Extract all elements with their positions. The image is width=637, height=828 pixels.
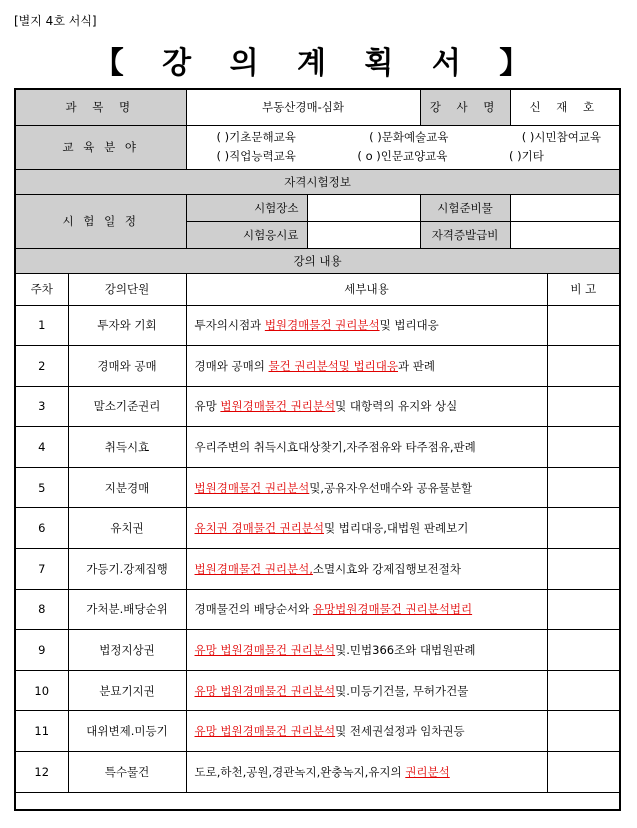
week-number: 6 bbox=[16, 508, 68, 549]
subject-name-label: 과 목 명 bbox=[16, 90, 186, 125]
detail-text-highlight: 법원경매물건 권리분석 bbox=[220, 399, 336, 414]
detail-text-post: 과 판례 bbox=[398, 358, 435, 373]
lecture-unit: 경매와 공매 bbox=[68, 346, 186, 387]
lecture-unit: 취득시효 bbox=[68, 427, 186, 468]
lecture-detail bbox=[186, 427, 547, 468]
instructor-value: 신 재 호 bbox=[510, 90, 619, 125]
detail-text-highlight: 유망 법원경매물건 권리분석 bbox=[194, 683, 336, 698]
detail-text-post: 및,공유자우선매수와 공유물분할 bbox=[309, 480, 473, 495]
week-number: 2 bbox=[16, 346, 68, 387]
lecture-note bbox=[547, 467, 619, 508]
education-field-label: 교 육 분 야 bbox=[16, 125, 186, 169]
col-header-detail: 세부내용 bbox=[186, 273, 547, 305]
education-field-options bbox=[186, 125, 619, 169]
lecture-detail bbox=[186, 467, 547, 508]
detail-text-highlight: 유치권 경매물건 권리분석 bbox=[194, 521, 325, 536]
detail-text-pre: 경매물건의 배당순서와 bbox=[194, 602, 313, 617]
detail-text-post: 및 대항력의 유지와 상실 bbox=[335, 399, 458, 414]
lecture-note bbox=[547, 346, 619, 387]
lecture-note bbox=[547, 711, 619, 752]
col-header-note: 비 고 bbox=[547, 273, 619, 305]
detail-text-highlight: 법원경매물건 권리분석 bbox=[194, 480, 310, 495]
lecture-note bbox=[547, 305, 619, 346]
lecture-unit: 말소기준권리 bbox=[68, 386, 186, 427]
lecture-row bbox=[16, 346, 619, 387]
lecture-note bbox=[547, 589, 619, 630]
week-number: 11 bbox=[16, 711, 68, 752]
certificate-fee-label: 자격증발급비 bbox=[420, 221, 510, 248]
lecture-row bbox=[16, 467, 619, 508]
lecture-unit: 가처분.배당순위 bbox=[68, 589, 186, 630]
lecture-note bbox=[547, 386, 619, 427]
lecture-plan-table bbox=[16, 90, 619, 793]
lecture-detail bbox=[186, 549, 547, 590]
lecture-detail bbox=[186, 508, 547, 549]
subject-name-value: 부동산경매-심화 bbox=[186, 90, 420, 125]
exam-fee-value bbox=[307, 221, 420, 248]
lecture-unit: 대위변제.미등기 bbox=[68, 711, 186, 752]
lecture-unit: 유치권 bbox=[68, 508, 186, 549]
lecture-row bbox=[16, 670, 619, 711]
option-humanities: ( o )인문교양교육 bbox=[357, 149, 448, 163]
detail-text-post: 소멸시효와 강제집행보전절차 bbox=[312, 561, 461, 576]
detail-text-highlight: 법원경매물건 권리분석 bbox=[264, 318, 380, 333]
instructor-label: 강 사 명 bbox=[420, 90, 510, 125]
lecture-row bbox=[16, 752, 619, 793]
detail-text-highlight: 유망 법원경매물건 권리분석 bbox=[194, 643, 336, 658]
lecture-unit: 분묘기지권 bbox=[68, 670, 186, 711]
lecture-detail bbox=[186, 386, 547, 427]
detail-text-post: 및 법리대응 bbox=[379, 318, 439, 333]
lecture-unit: 법정지상권 bbox=[68, 630, 186, 671]
lecture-detail bbox=[186, 589, 547, 630]
lecture-row bbox=[16, 305, 619, 346]
lecture-note bbox=[547, 630, 619, 671]
option-basic-literacy: ( )기초문해교육 bbox=[216, 130, 296, 144]
week-number: 12 bbox=[16, 752, 68, 793]
exam-place-value bbox=[307, 194, 420, 221]
lecture-content-section-title: 강의 내용 bbox=[16, 248, 619, 273]
lecture-note bbox=[547, 508, 619, 549]
option-vocational: ( )직업능력교육 bbox=[216, 149, 296, 163]
lecture-detail bbox=[186, 630, 547, 671]
option-civic: ( )시민참여교육 bbox=[521, 130, 602, 144]
exam-info-section-title: 자격시험정보 bbox=[16, 169, 619, 194]
col-header-week: 주차 bbox=[16, 273, 68, 305]
week-number: 1 bbox=[16, 305, 68, 346]
detail-text-pre: 경매와 공매의 bbox=[194, 358, 269, 373]
exam-place-label: 시험장소 bbox=[186, 194, 307, 221]
detail-text-post: 및 법리대응,대법원 판례보기 bbox=[324, 521, 469, 536]
detail-text-pre: 투자의시점과 bbox=[194, 318, 265, 333]
week-number: 3 bbox=[16, 386, 68, 427]
lecture-detail bbox=[186, 711, 547, 752]
week-number: 9 bbox=[16, 630, 68, 671]
lecture-unit: 투자와 기회 bbox=[68, 305, 186, 346]
lecture-detail bbox=[186, 752, 547, 793]
exam-fee-label: 시험응시료 bbox=[186, 221, 307, 248]
week-number: 8 bbox=[16, 589, 68, 630]
lecture-row bbox=[16, 386, 619, 427]
lecture-row bbox=[16, 508, 619, 549]
detail-text-pre: 유망 bbox=[194, 399, 221, 414]
form-number-label: [별지 4호 서식] bbox=[14, 14, 97, 28]
lecture-detail bbox=[186, 346, 547, 387]
detail-text-highlight: 법원경매물건 권리분석, bbox=[194, 561, 313, 576]
lecture-row bbox=[16, 711, 619, 752]
lecture-row bbox=[16, 427, 619, 468]
lecture-row bbox=[16, 630, 619, 671]
exam-supplies-label: 시험준비물 bbox=[420, 194, 510, 221]
option-culture-art: ( )문화예술교육 bbox=[369, 130, 449, 144]
week-number: 10 bbox=[16, 670, 68, 711]
week-number: 7 bbox=[16, 549, 68, 590]
lecture-unit: 지분경매 bbox=[68, 467, 186, 508]
lecture-note bbox=[547, 752, 619, 793]
detail-text-post: 및 전세권설정과 임차권등 bbox=[335, 724, 465, 739]
detail-text-highlight: 물건 권리분석및 법리대응 bbox=[268, 358, 398, 373]
detail-text-pre: 우리주변의 취득시효대상찾기,자주점유와 타주점유,판례 bbox=[194, 440, 476, 455]
lecture-unit: 가등기.강제집행 bbox=[68, 549, 186, 590]
lecture-detail bbox=[186, 305, 547, 346]
certificate-fee-value bbox=[510, 221, 619, 248]
option-etc: ( )기타 bbox=[509, 149, 544, 163]
detail-text-highlight: 권리분석 bbox=[405, 764, 450, 779]
lecture-unit: 특수물건 bbox=[68, 752, 186, 793]
week-number: 4 bbox=[16, 427, 68, 468]
detail-text-highlight: 유망 법원경매물건 권리분석 bbox=[194, 724, 336, 739]
exam-supplies-value bbox=[510, 194, 619, 221]
detail-text-post: 및.민법366조와 대법원판례 bbox=[335, 643, 476, 658]
lecture-note bbox=[547, 427, 619, 468]
week-number: 5 bbox=[16, 467, 68, 508]
detail-text-post: 및.미등기건물, 무허가건물 bbox=[335, 683, 469, 698]
lecture-plan-form bbox=[14, 88, 621, 811]
lecture-row bbox=[16, 549, 619, 590]
lecture-note bbox=[547, 549, 619, 590]
document-title: 【 강 의 계 획 서 】 bbox=[93, 46, 544, 81]
detail-text-pre: 도로,하천,공원,경관녹지,완충녹지,유지의 bbox=[194, 764, 406, 779]
lecture-detail bbox=[186, 670, 547, 711]
lecture-row bbox=[16, 589, 619, 630]
lecture-note bbox=[547, 670, 619, 711]
detail-text-highlight: 유망법원경매물건 권리분석법리 bbox=[312, 602, 473, 617]
col-header-unit: 강의단원 bbox=[68, 273, 186, 305]
exam-schedule-label: 시 험 일 정 bbox=[16, 194, 186, 248]
